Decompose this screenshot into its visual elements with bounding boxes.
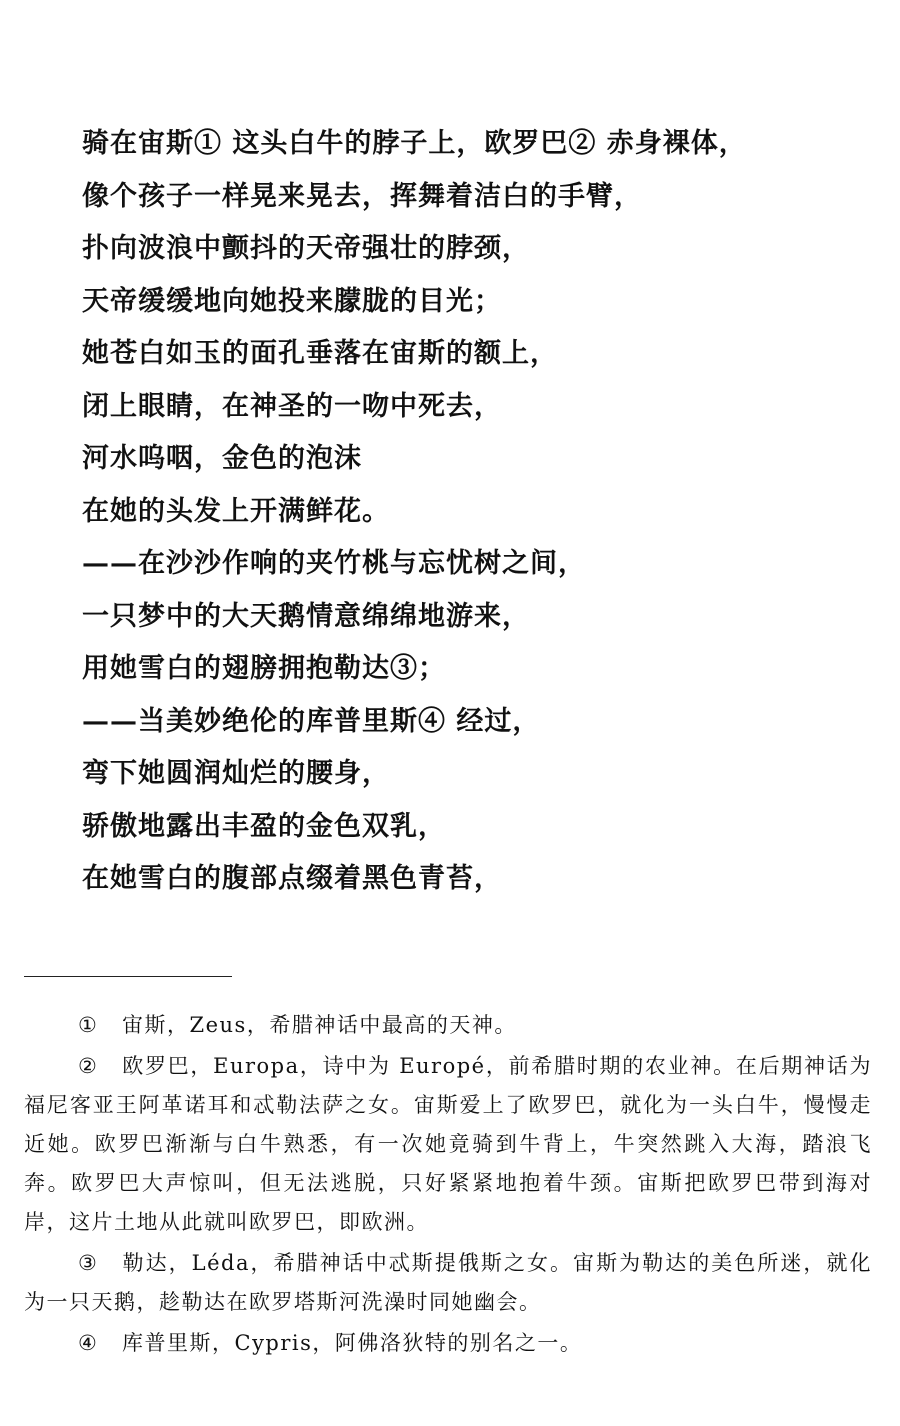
poem-line: 用她雪白的翅膀拥抱勒达③； [82,653,446,684]
poem-line: 扑向波浪中颤抖的天帝强壮的脖颈， [82,233,530,264]
poem-body [82,118,872,906]
poem-line: 一只梦中的大天鹅情意绵绵地游来， [82,600,530,632]
footnote-marker: ② [78,1054,99,1078]
footnote-text: 库普里斯，Cypris，阿佛洛狄特的别名之一。 [122,1331,583,1355]
footnotes [24,1006,872,1365]
poem-line: ——在沙沙作响的夹竹桃与忘忧树之间， [82,548,586,579]
footnote-2 [24,1047,872,1242]
footnote-text: 勒达，Léda，希腊神话中忒斯提俄斯之女。宙斯为勒达的美色所迷，就化为一只天鹅，趁勒达在欧罗塔斯河洗澡时同她幽会。 [24,1251,872,1314]
poem-line: 河水呜咽，金色的泡沫 [82,443,362,474]
footnote-marker: ① [78,1013,99,1037]
poem-line: ——当美妙绝伦的库普里斯④ 经过， [82,705,541,737]
poem-line: 在她雪白的腹部点缀着黑色青苔， [82,863,502,894]
poem-line: 骄傲地露出丰盈的金色双乳， [82,810,446,842]
poem-line: 闭上眼睛，在神圣的一吻中死去， [82,390,502,422]
footnote-4 [24,1324,872,1363]
footnote-text: 欧罗巴，Europa，诗中为 Europé，前希腊时期的农业神。在后期神话为福尼客亚王阿革诺耳和忒勒法萨之女。宙斯爱上了欧罗巴，就化为一头白牛，慢慢走近她。欧罗巴渐渐与白牛熟悉，有一次她竟骑到牛背上，牛突然跳入大海，踏浪飞奔。欧罗巴大声惊叫，但无法逃脱，只好紧紧地抱着牛颈。宙斯把欧罗巴带到海对岸，这片土地从此就叫欧罗巴，即欧洲。 [24,1054,872,1234]
footnote-text: 宙斯，Zeus，希腊神话中最高的天神。 [122,1013,517,1037]
poem-line: 天帝缓缓地向她投来朦胧的目光； [82,285,502,317]
footnote-marker: ④ [78,1331,99,1355]
poem-line: 像个孩子一样晃来晃去，挥舞着洁白的手臂， [82,180,642,212]
footnote-3 [24,1244,872,1322]
poem-line: 在她的头发上开满鲜花。 [82,495,390,527]
footnote-divider [24,976,232,977]
poem-line: 她苍白如玉的面孔垂落在宙斯的额上， [82,338,558,369]
footnote-marker: ③ [78,1251,99,1275]
poem-line: 弯下她圆润灿烂的腰身， [82,758,390,789]
footnote-1 [24,1006,872,1045]
poem-line: 骑在宙斯① 这头白牛的脖子上，欧罗巴② 赤身裸体， [82,128,747,159]
